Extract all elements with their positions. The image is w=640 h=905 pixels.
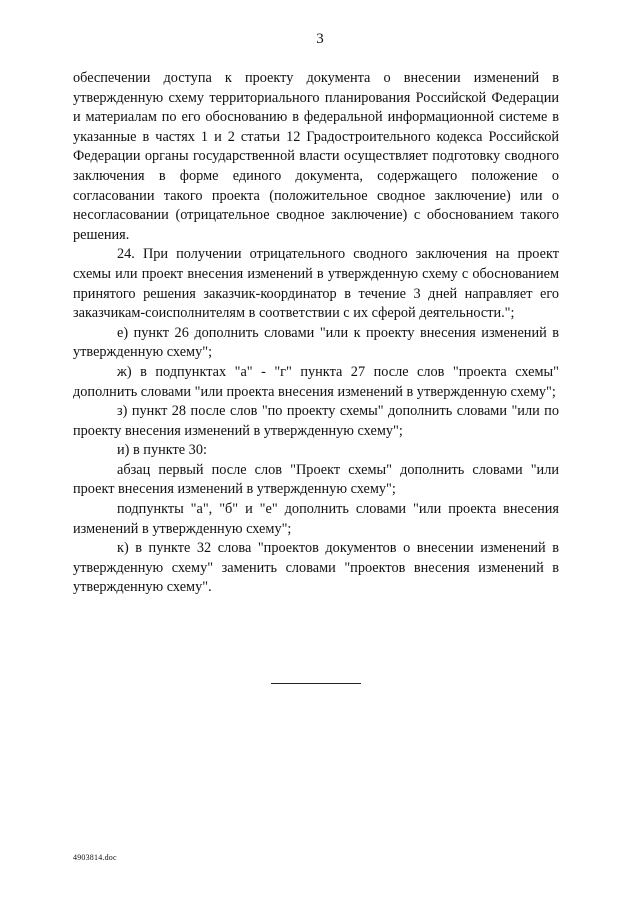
paragraph-subpoints: подпункты "а", "б" и "е" дополнить словами "или проекта внесения изменений в утвержденную схему"; (73, 501, 559, 537)
paragraph-first-abzac: абзац первый после слов "Проект схемы" дополнить словами "или проект внесения изменений в утвержденную схему"; (73, 461, 559, 498)
paragraph-subitem-z: з) пункт 28 после слов "по проекту схемы" дополнить словами "или по проекту внесения изменений в утвержденную схему"; (73, 403, 559, 439)
file-reference: 4903814.doc (73, 853, 117, 862)
paragraph-subitem-k: к) в пункте 32 слова "проектов документов о внесении изменений в утвержденную схему" заменить словами "проектов внесения изменений в утвержденную схему". (73, 540, 559, 596)
document-body (73, 69, 559, 598)
paragraph-subitem-i: и) в пункте 30: (117, 442, 207, 459)
paragraph-subitem-zh: ж) в подпунктах "а" - "г" пункта 27 после слов "проекта схемы" дополнить словами "или проекта внесения изменений в утвержденную схему"; (73, 363, 559, 400)
paragraph-continuation: обеспечении доступа к проекту документа о внесении изменений в утвержденную схему территориального планирования Российской Федерации и материалам по его обоснованию в федеральной информационной системе в указанные в частях 1 и 2 статьи 12 Градостроительного кодекса Российской Федерации органы государственной власти осуществляет подготовку сводного заключения в форме единого документа, содержащего положение о согласовании такого проекта (положительное сводное заключение) или о несогласовании (отрицательное сводное заключение) с обоснованием такого решения. (73, 70, 559, 243)
page-number: 3 (316, 31, 324, 47)
end-rule (271, 683, 361, 684)
paragraph-item-24: 24. При получении отрицательного сводного заключения на проект схемы или проект внесения изменений в утвержденную схему с обоснованием принятого решения заказчик-координатор в течение 3 дней направляет его заказчикам-соисполнителям в соответствии с их сферой деятельности."; (73, 246, 559, 322)
paragraph-subitem-e: е) пункт 26 дополнить словами "или к проекту внесения изменений в утвержденную схему"; (73, 324, 559, 361)
